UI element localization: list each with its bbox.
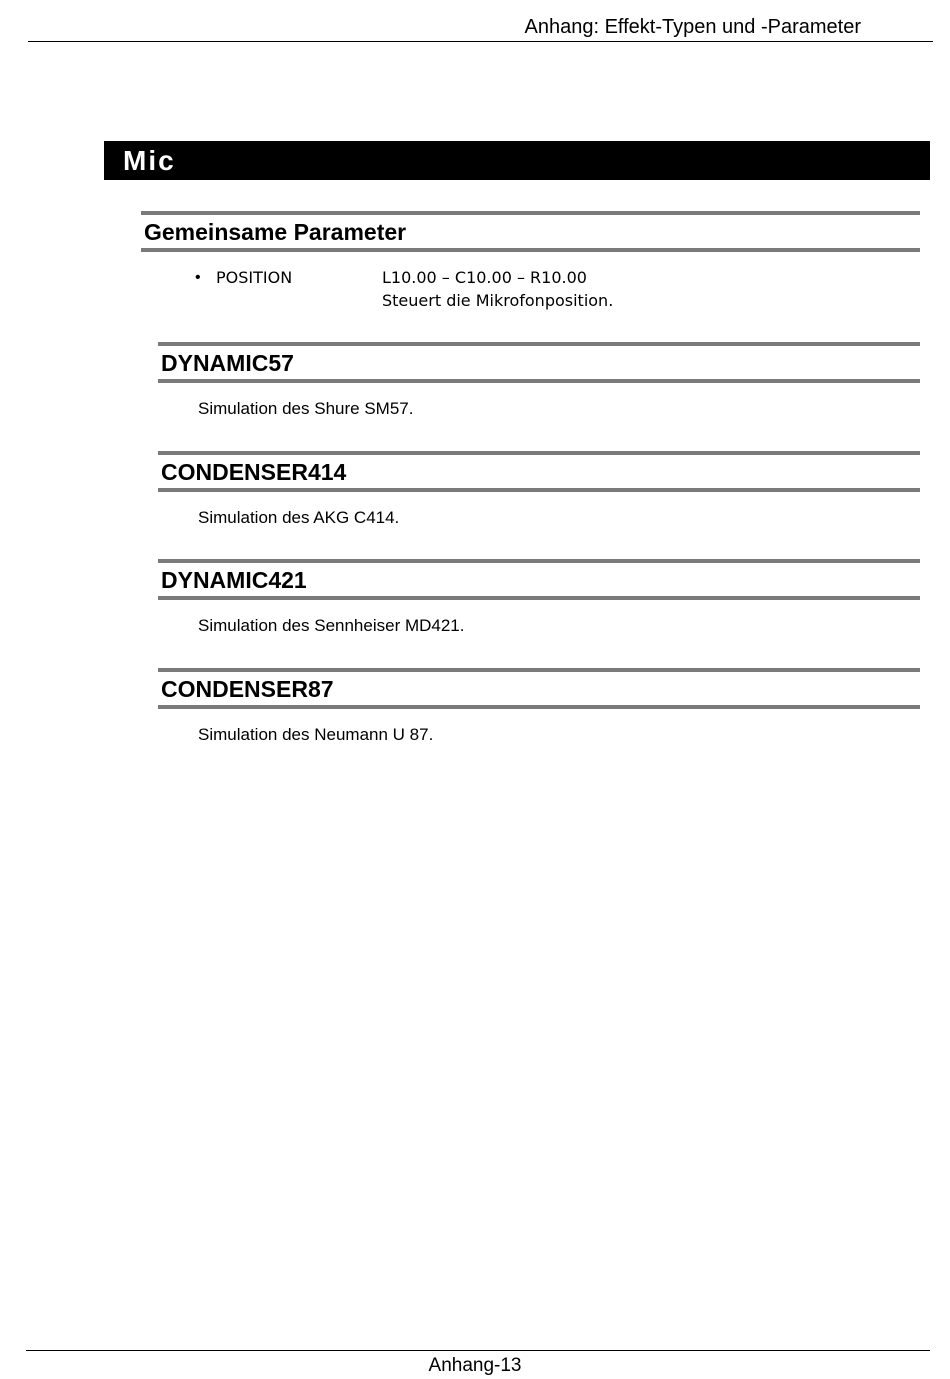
mic-type-name: CONDENSER87 — [161, 676, 334, 702]
header-rule — [28, 41, 933, 42]
mic-type-heading-dynamic57 — [158, 342, 920, 383]
bullet-icon: • — [195, 269, 201, 286]
mic-type-heading-condenser87 — [158, 668, 920, 709]
mic-type-description: Simulation des Sennheiser MD421. — [198, 616, 465, 635]
parameter-name: POSITION — [216, 268, 293, 287]
page-number: Anhang-13 — [428, 1355, 522, 1376]
section-title: Mic — [123, 145, 176, 176]
running-header-title: Anhang: Effekt-Typen und -Parameter — [524, 16, 861, 38]
section-title-bar — [104, 141, 930, 180]
mic-type-description: Simulation des Neumann U 87. — [198, 725, 434, 744]
mic-type-heading-condenser414 — [158, 451, 920, 492]
common-parameters-heading — [141, 211, 920, 252]
parameter-description: Steuert die Mikrofonposition. — [382, 291, 614, 310]
mic-type-name: DYNAMIC57 — [161, 350, 294, 376]
common-parameters-title: Gemeinsame Parameter — [144, 219, 407, 245]
parameter-range: L10.00 – C10.00 – R10.00 — [382, 268, 587, 287]
mic-type-name: DYNAMIC421 — [161, 567, 307, 593]
mic-type-description: Simulation des Shure SM57. — [198, 399, 414, 418]
mic-type-name: CONDENSER414 — [161, 459, 347, 485]
footer-rule — [26, 1350, 930, 1351]
mic-type-description: Simulation des AKG C414. — [198, 508, 400, 527]
mic-type-heading-dynamic421 — [158, 559, 920, 600]
